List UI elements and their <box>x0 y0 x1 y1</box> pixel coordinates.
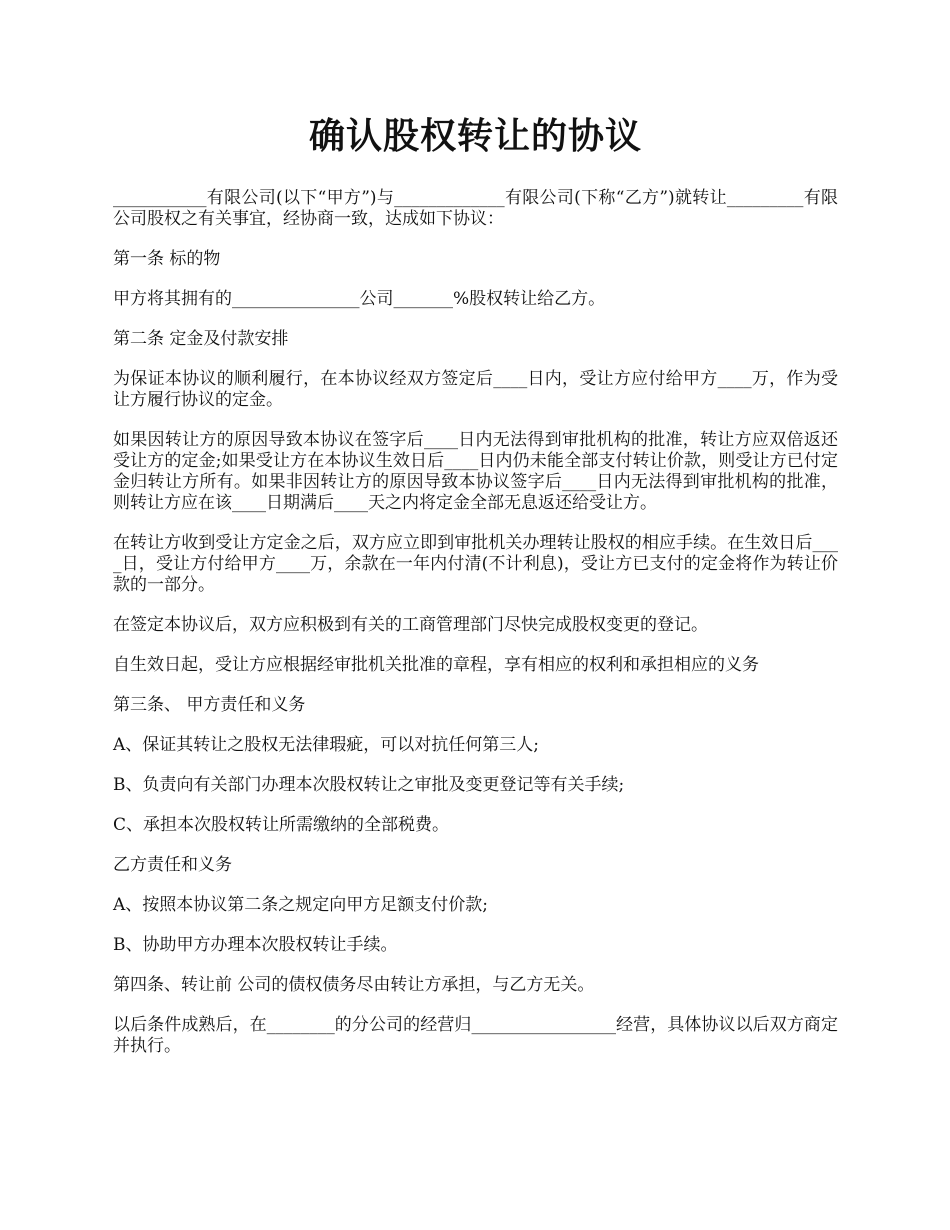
article-1-body: 甲方将其拥有的_______________公司_______%股权转让给乙方。 <box>113 289 606 309</box>
party-b-duties-heading: 乙方责任和义务 <box>113 855 232 875</box>
future-arrangement-paragraph: 以后条件成熟后，在________的分公司的经营归_________________经营，具体协议以后双方商定并执行。 <box>113 1015 838 1056</box>
deposit-refund-paragraph: 如果因转让方的原因导致本协议在签字后____日内无法得到审批机构的批准，转让方应双倍返还受让方的定金;如果受让方在本协议生效日后____日内仍未能全部支付转让价款，则受让方已付定金归转让方所有。如果非因转让方的原因导致本协议签字后____日内无法得到审批机构的批准，则转让方应在该____日期满后____天之内将定金全部无息返还给受让方。 <box>113 430 838 513</box>
intro-paragraph: ___________有限公司(以下“甲方”)与_____________有限公司(下称“乙方”)就转让_________有限公司股权之有关事宜，经协商一致，达成如下协议： <box>113 188 838 229</box>
rights-paragraph: 自生效日起，受让方应根据经审批机关批准的章程，享有相应的权利和承担相应的义务 <box>113 655 759 675</box>
registration-paragraph: 在签定本协议后，双方应积极到有关的工商管理部门尽快完成股权变更的登记。 <box>113 615 708 635</box>
party-b-duty-b: B、协助甲方办理本次股权转让手续。 <box>113 935 398 955</box>
document-title: 确认股权转让的协议 <box>308 115 642 157</box>
payment-paragraph: 在转让方收到受让方定金之后，双方应立即到审批机关办理转让股权的相应手续。在生效日后____日，受让方付给甲方____万，余款在一年内付清(不计利息)，受让方已支付的定金将作为转让价款的一部分。 <box>113 533 838 595</box>
party-b-duty-a: A、按照本协议第二条之规定向甲方足额支付价款; <box>113 895 489 915</box>
article-1-heading: 第一条 标的物 <box>113 249 221 269</box>
party-a-duty-a: A、保证其转让之股权无法律瑕疵，可以对抗任何第三人; <box>113 735 540 755</box>
deposit-paragraph: 为保证本协议的顺利履行，在本协议经双方签定后____日内，受让方应付给甲方____万，作为受让方履行协议的定金。 <box>113 369 838 410</box>
article-3-heading: 第三条、 甲方责任和义务 <box>113 695 306 715</box>
party-a-duty-c: C、承担本次股权转让所需缴纳的全部税费。 <box>113 815 450 835</box>
party-a-duty-b: B、负责向有关部门办理本次股权转让之审批及变更登记等有关手续; <box>113 775 625 795</box>
article-2-heading: 第二条 定金及付款安排 <box>113 329 289 349</box>
article-4-paragraph: 第四条、转让前 公司的债权债务尽由转让方承担，与乙方无关。 <box>113 975 595 995</box>
